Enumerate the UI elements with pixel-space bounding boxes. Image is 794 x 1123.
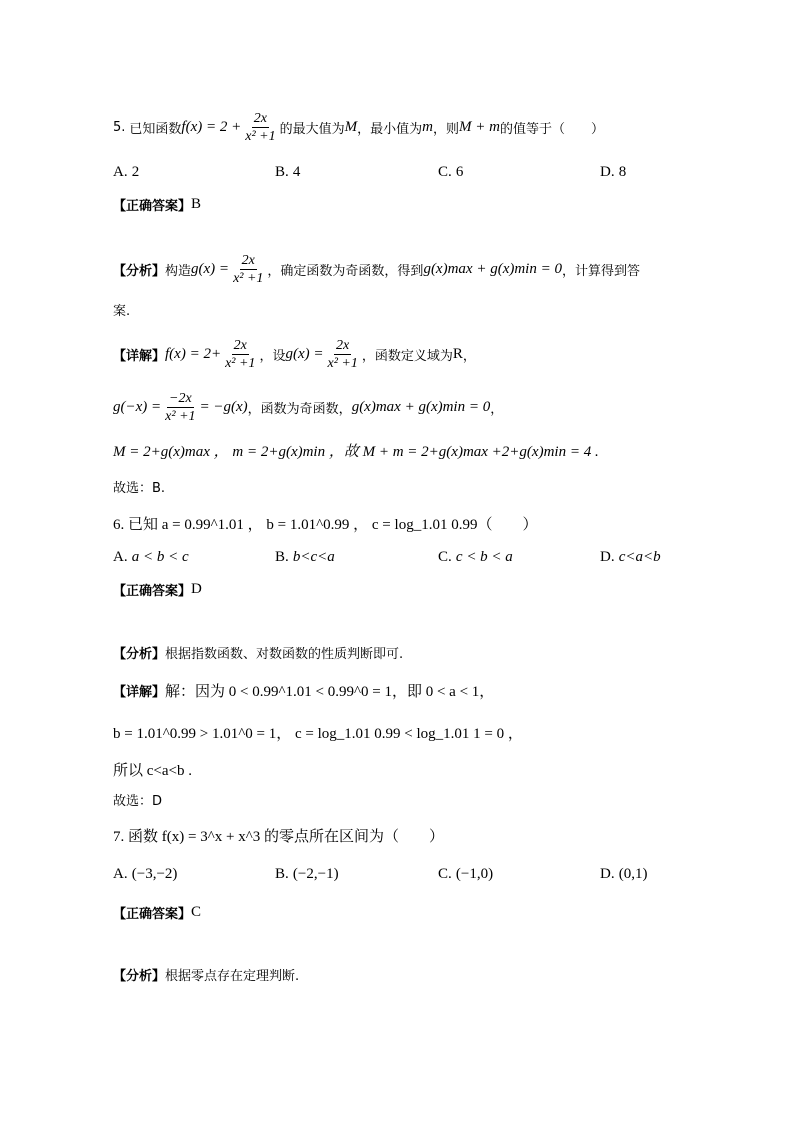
q6-answer	[113, 580, 202, 599]
answer-value: C	[191, 904, 202, 920]
stem-text: 已知函数	[129, 122, 182, 137]
q5-detail-line2	[113, 390, 503, 425]
numerator: −2x	[169, 391, 192, 406]
numerator: 2x	[336, 338, 350, 353]
math-expr: g(x) =	[191, 261, 230, 277]
math-expr: g(x)max + g(x)min = 0	[423, 261, 562, 277]
q5-detail-line1	[113, 337, 476, 372]
numerator: 2x	[253, 111, 268, 126]
math-expr: g(x)max + g(x)min = 0	[351, 399, 491, 415]
option-a: A. (−3,−2)	[113, 866, 178, 882]
q6-detail-line2	[113, 722, 523, 743]
analysis-tag: 【分析】	[113, 969, 166, 984]
analysis-text: ，确定函数为奇函数，得到	[267, 264, 424, 279]
q5-stem	[113, 110, 604, 145]
q6-detail-line3	[113, 759, 192, 780]
numerator: 2x	[241, 253, 255, 268]
q6-analysis	[113, 643, 403, 662]
conclusion-text: 故选：B.	[113, 481, 166, 496]
stem-text: 7. 函数 f(x) = 3^x + x^3 的零点所在区间为（ ）	[113, 829, 444, 845]
detail-text: ，设	[259, 349, 286, 364]
option-a: A. a < b < c	[113, 549, 189, 565]
detail-text: 所以 c<a<b .	[113, 763, 192, 779]
analysis-tag: 【分析】	[113, 647, 166, 662]
q7-stem	[113, 825, 444, 846]
math-expr: g(x) =	[285, 346, 324, 362]
fraction	[231, 252, 265, 287]
question-number: 5.	[113, 120, 126, 135]
analysis-text: 根据零点存在定理判断.	[165, 969, 300, 984]
math-expr: = −g(x)	[199, 399, 248, 415]
fraction	[243, 110, 277, 145]
stem-text: 的值等于（ ）	[499, 122, 604, 137]
fraction	[325, 337, 359, 372]
q6-conclusion	[113, 790, 162, 809]
answer-tag: 【正确答案】	[113, 584, 192, 599]
detail-text: ，	[462, 349, 476, 364]
conclusion-text: 故选：D	[113, 794, 163, 809]
answer-tag: 【正确答案】	[113, 907, 192, 922]
q5-analysis	[113, 252, 640, 287]
answer-tag: 【正确答案】	[113, 199, 192, 214]
q5-answer	[113, 195, 201, 214]
math-expr: g(−x) =	[113, 399, 162, 415]
analysis-text: ，计算得到答	[561, 264, 640, 279]
detail-tag: 【详解】	[113, 685, 166, 700]
denominator: x² +1	[245, 129, 276, 144]
numerator: 2x	[233, 338, 247, 353]
option-d: D. (0,1)	[600, 866, 648, 882]
math-var: m	[422, 119, 433, 135]
stem-text: 6. 已知 a = 0.99^1.01 ， b = 1.01^0.99 ， c = log_1.01 0.99（ ）	[113, 517, 538, 533]
detail-text: ，函数定义域为	[361, 349, 453, 364]
option-b: B. b<c<a	[275, 549, 335, 565]
q7-answer	[113, 903, 201, 922]
detail-text: ，函数为奇函数，	[247, 402, 352, 417]
math-expr: f(x) = 2 +	[181, 119, 242, 135]
q5-detail-line3	[113, 440, 599, 461]
stem-text: 的最大值为	[279, 122, 345, 137]
math-expr: M = 2+g(x)max ， m = 2+g(x)min ，故 M + m = 2+g(x)max +2+g(x)min = 4 .	[113, 444, 599, 460]
detail-text: b = 1.01^0.99 > 1.01^0 = 1， c = log_1.01 0.99 < log_1.01 1 = 0 ，	[113, 726, 523, 742]
fraction	[163, 390, 197, 425]
detail-tag: 【详解】	[113, 349, 166, 364]
option-d: D. c<a<b	[600, 549, 661, 565]
q5-analysis-cont	[113, 300, 130, 319]
denominator: x² +1	[165, 409, 196, 424]
analysis-text: 根据指数函数、对数函数的性质判断即可.	[165, 647, 404, 662]
detail-text: 解：因为 0 < 0.99^1.01 < 0.99^0 = 1，即 0 < a < 1，	[165, 684, 495, 700]
q6-stem	[113, 513, 537, 534]
option-a: A. 2	[113, 164, 140, 180]
analysis-tag: 【分析】	[113, 264, 166, 279]
option-c: C. c < b < a	[438, 549, 513, 565]
denominator: x² +1	[327, 356, 358, 371]
denominator: x² +1	[233, 271, 264, 286]
option-b: B. 4	[275, 164, 301, 180]
detail-text: ，	[490, 402, 504, 417]
q5-conclusion	[113, 477, 165, 496]
answer-value: B	[191, 196, 202, 212]
q7-analysis	[113, 965, 299, 984]
q6-detail-line1	[113, 680, 494, 701]
math-var: M	[344, 119, 358, 135]
option-c: C. 6	[438, 164, 464, 180]
stem-text: ，则	[432, 122, 459, 137]
stem-text: ，最小值为	[357, 122, 423, 137]
analysis-text: 案.	[113, 304, 131, 319]
math-var: R	[452, 346, 463, 362]
math-expr: f(x) = 2+	[165, 346, 222, 362]
fraction	[223, 337, 257, 372]
analysis-text: 构造	[165, 264, 192, 279]
option-b: B. (−2,−1)	[275, 866, 339, 882]
answer-value: D	[191, 581, 202, 597]
option-c: C. (−1,0)	[438, 866, 494, 882]
option-d: D. 8	[600, 164, 627, 180]
math-expr: M + m	[458, 119, 500, 135]
denominator: x² +1	[225, 356, 256, 371]
